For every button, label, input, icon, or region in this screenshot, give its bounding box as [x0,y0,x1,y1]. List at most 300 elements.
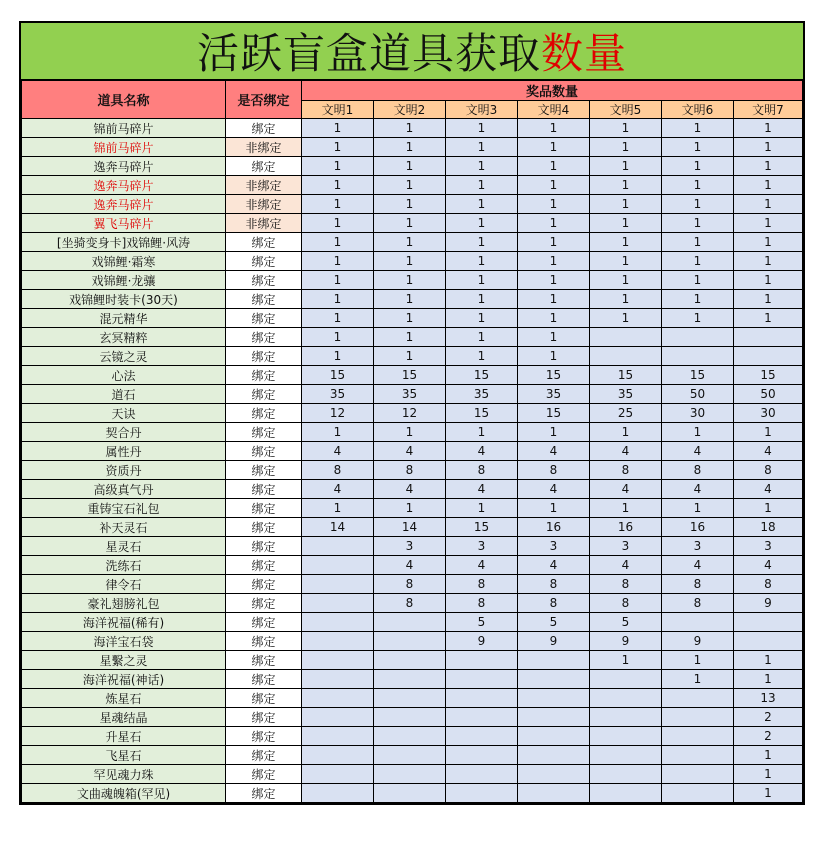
cell-quantity[interactable]: 1 [662,651,734,670]
cell-quantity[interactable]: 15 [446,518,518,537]
cell-quantity[interactable]: 1 [734,138,803,157]
cell-quantity[interactable]: 8 [734,461,803,480]
cell-quantity[interactable]: 4 [374,556,446,575]
cell-quantity[interactable]: 8 [374,575,446,594]
cell-quantity[interactable]: 5 [446,613,518,632]
cell-bind-status[interactable]: 绑定 [226,499,302,518]
cell-item-name[interactable]: 海洋祝福(神话) [22,670,226,689]
cell-item-name[interactable]: 云镜之灵 [22,347,226,366]
cell-quantity[interactable]: 8 [518,461,590,480]
cell-quantity[interactable]: 1 [374,499,446,518]
cell-quantity[interactable]: 1 [518,347,590,366]
cell-quantity[interactable]: 1 [518,157,590,176]
cell-item-name[interactable]: 戏锦鲤·龙骧 [22,271,226,290]
cell-quantity[interactable]: 1 [302,233,374,252]
cell-quantity[interactable]: 1 [590,309,662,328]
cell-quantity[interactable]: 13 [734,689,803,708]
cell-quantity[interactable]: 1 [302,157,374,176]
cell-quantity[interactable]: 4 [302,480,374,499]
cell-quantity[interactable] [446,746,518,765]
cell-quantity[interactable]: 1 [734,784,803,803]
cell-quantity[interactable]: 1 [374,252,446,271]
cell-quantity[interactable]: 4 [374,480,446,499]
cell-quantity[interactable]: 1 [518,195,590,214]
cell-quantity[interactable]: 1 [734,157,803,176]
cell-quantity[interactable]: 12 [302,404,374,423]
cell-quantity[interactable] [518,670,590,689]
cell-item-name[interactable]: 星繫之灵 [22,651,226,670]
cell-quantity[interactable]: 1 [734,765,803,784]
cell-quantity[interactable] [590,670,662,689]
cell-quantity[interactable]: 1 [590,499,662,518]
cell-bind-status[interactable]: 绑定 [226,613,302,632]
cell-quantity[interactable]: 1 [446,271,518,290]
cell-quantity[interactable]: 15 [302,366,374,385]
cell-item-name[interactable]: 玄冥精粹 [22,328,226,347]
cell-quantity[interactable]: 1 [446,290,518,309]
cell-quantity[interactable]: 15 [662,366,734,385]
cell-quantity[interactable] [662,784,734,803]
cell-quantity[interactable]: 1 [662,233,734,252]
cell-quantity[interactable]: 15 [446,404,518,423]
cell-item-name[interactable]: 律令石 [22,575,226,594]
header-bind-status[interactable]: 是否绑定 [226,81,302,119]
cell-item-name[interactable]: 天诀 [22,404,226,423]
header-col-5[interactable]: 文明5 [590,101,662,119]
cell-quantity[interactable]: 1 [518,271,590,290]
cell-quantity[interactable]: 1 [374,138,446,157]
cell-quantity[interactable]: 18 [734,518,803,537]
cell-quantity[interactable]: 35 [518,385,590,404]
cell-item-name[interactable]: 戏锦鲤·霜寒 [22,252,226,271]
cell-bind-status[interactable]: 绑定 [226,708,302,727]
cell-quantity[interactable] [590,708,662,727]
cell-quantity[interactable]: 25 [590,404,662,423]
cell-quantity[interactable] [662,689,734,708]
cell-quantity[interactable]: 9 [446,632,518,651]
cell-bind-status[interactable]: 绑定 [226,480,302,499]
cell-quantity[interactable]: 14 [302,518,374,537]
cell-quantity[interactable]: 1 [446,499,518,518]
cell-quantity[interactable]: 1 [662,214,734,233]
cell-quantity[interactable]: 8 [446,461,518,480]
cell-bind-status[interactable]: 绑定 [226,632,302,651]
cell-quantity[interactable] [662,727,734,746]
header-col-3[interactable]: 文明3 [446,101,518,119]
cell-quantity[interactable]: 1 [590,157,662,176]
cell-quantity[interactable]: 4 [590,480,662,499]
cell-quantity[interactable]: 8 [374,594,446,613]
cell-quantity[interactable]: 1 [518,328,590,347]
cell-quantity[interactable]: 1 [302,119,374,138]
cell-quantity[interactable]: 1 [302,214,374,233]
cell-quantity[interactable]: 1 [590,651,662,670]
cell-quantity[interactable]: 1 [662,499,734,518]
cell-quantity[interactable]: 1 [590,119,662,138]
cell-bind-status[interactable]: 绑定 [226,594,302,613]
cell-quantity[interactable] [302,746,374,765]
cell-item-name[interactable]: 炼星石 [22,689,226,708]
cell-quantity[interactable]: 35 [302,385,374,404]
cell-quantity[interactable]: 1 [734,195,803,214]
cell-quantity[interactable]: 1 [518,252,590,271]
cell-quantity[interactable]: 1 [734,746,803,765]
cell-quantity[interactable]: 4 [446,442,518,461]
cell-quantity[interactable]: 1 [518,309,590,328]
cell-quantity[interactable]: 1 [590,233,662,252]
cell-quantity[interactable]: 35 [590,385,662,404]
cell-quantity[interactable]: 1 [374,233,446,252]
cell-bind-status[interactable]: 绑定 [226,385,302,404]
cell-quantity[interactable]: 1 [374,309,446,328]
cell-item-name[interactable]: 重铸宝石礼包 [22,499,226,518]
cell-quantity[interactable]: 1 [374,119,446,138]
cell-quantity[interactable]: 1 [446,138,518,157]
cell-bind-status[interactable]: 绑定 [226,727,302,746]
cell-quantity[interactable] [302,784,374,803]
cell-quantity[interactable]: 1 [518,138,590,157]
cell-quantity[interactable] [518,746,590,765]
cell-quantity[interactable]: 1 [734,271,803,290]
cell-quantity[interactable]: 15 [374,366,446,385]
cell-quantity[interactable]: 15 [734,366,803,385]
cell-quantity[interactable] [302,537,374,556]
cell-quantity[interactable] [734,328,803,347]
cell-quantity[interactable]: 1 [374,423,446,442]
cell-quantity[interactable]: 8 [590,461,662,480]
cell-quantity[interactable] [446,689,518,708]
cell-quantity[interactable]: 1 [302,252,374,271]
cell-quantity[interactable]: 15 [518,404,590,423]
cell-quantity[interactable] [374,746,446,765]
cell-item-name[interactable]: 逸奔马碎片 [22,176,226,195]
cell-item-name[interactable]: 星灵石 [22,537,226,556]
cell-quantity[interactable]: 8 [662,594,734,613]
header-reward-quantity[interactable]: 奖品数量 [302,81,803,101]
cell-quantity[interactable] [734,613,803,632]
cell-quantity[interactable] [374,613,446,632]
cell-quantity[interactable] [302,651,374,670]
cell-quantity[interactable] [590,347,662,366]
cell-quantity[interactable]: 4 [662,442,734,461]
cell-quantity[interactable] [446,727,518,746]
cell-item-name[interactable]: 补天灵石 [22,518,226,537]
cell-bind-status[interactable]: 绑定 [226,537,302,556]
cell-quantity[interactable]: 8 [374,461,446,480]
cell-bind-status[interactable]: 绑定 [226,423,302,442]
cell-bind-status[interactable]: 绑定 [226,271,302,290]
cell-quantity[interactable] [518,689,590,708]
cell-quantity[interactable]: 9 [590,632,662,651]
cell-quantity[interactable]: 9 [518,632,590,651]
cell-quantity[interactable]: 9 [734,594,803,613]
cell-quantity[interactable]: 15 [590,366,662,385]
cell-quantity[interactable]: 1 [662,271,734,290]
cell-quantity[interactable]: 1 [662,157,734,176]
cell-quantity[interactable]: 3 [734,537,803,556]
cell-quantity[interactable]: 15 [446,366,518,385]
cell-quantity[interactable]: 1 [662,290,734,309]
cell-bind-status[interactable]: 绑定 [226,518,302,537]
cell-quantity[interactable] [518,651,590,670]
cell-quantity[interactable]: 35 [446,385,518,404]
cell-quantity[interactable]: 1 [446,347,518,366]
cell-quantity[interactable]: 50 [734,385,803,404]
cell-quantity[interactable] [302,727,374,746]
cell-quantity[interactable] [446,765,518,784]
header-col-7[interactable]: 文明7 [734,101,803,119]
cell-item-name[interactable]: 混元精华 [22,309,226,328]
cell-bind-status[interactable]: 绑定 [226,252,302,271]
cell-quantity[interactable]: 4 [518,556,590,575]
cell-quantity[interactable]: 1 [590,252,662,271]
header-col-1[interactable]: 文明1 [302,101,374,119]
cell-quantity[interactable]: 1 [662,195,734,214]
cell-bind-status[interactable]: 绑定 [226,651,302,670]
cell-bind-status[interactable]: 绑定 [226,746,302,765]
cell-quantity[interactable]: 1 [734,290,803,309]
cell-item-name[interactable]: 戏锦鲤时装卡(30天) [22,290,226,309]
cell-quantity[interactable]: 1 [518,119,590,138]
cell-quantity[interactable]: 1 [662,670,734,689]
cell-quantity[interactable]: 1 [446,176,518,195]
cell-quantity[interactable]: 1 [302,271,374,290]
cell-bind-status[interactable]: 绑定 [226,784,302,803]
cell-quantity[interactable]: 1 [302,423,374,442]
cell-bind-status[interactable]: 绑定 [226,556,302,575]
cell-quantity[interactable]: 5 [518,613,590,632]
cell-item-name[interactable]: 高级真气丹 [22,480,226,499]
cell-quantity[interactable] [374,689,446,708]
cell-quantity[interactable]: 4 [662,556,734,575]
cell-quantity[interactable] [518,708,590,727]
cell-quantity[interactable] [302,556,374,575]
cell-item-name[interactable]: 逸奔马碎片 [22,157,226,176]
cell-item-name[interactable]: 逸奔马碎片 [22,195,226,214]
cell-item-name[interactable]: 飞星石 [22,746,226,765]
cell-quantity[interactable]: 16 [662,518,734,537]
cell-quantity[interactable]: 1 [590,271,662,290]
cell-quantity[interactable]: 1 [302,195,374,214]
cell-bind-status[interactable]: 绑定 [226,575,302,594]
cell-quantity[interactable] [374,651,446,670]
cell-quantity[interactable]: 2 [734,708,803,727]
cell-bind-status[interactable]: 绑定 [226,157,302,176]
cell-quantity[interactable] [446,651,518,670]
cell-quantity[interactable]: 8 [590,575,662,594]
cell-quantity[interactable]: 8 [662,461,734,480]
cell-quantity[interactable]: 8 [446,575,518,594]
cell-quantity[interactable]: 4 [302,442,374,461]
cell-quantity[interactable]: 4 [446,556,518,575]
cell-bind-status[interactable]: 绑定 [226,670,302,689]
cell-bind-status[interactable]: 非绑定 [226,214,302,233]
cell-bind-status[interactable]: 非绑定 [226,176,302,195]
cell-quantity[interactable] [662,613,734,632]
cell-quantity[interactable]: 1 [446,157,518,176]
cell-item-name[interactable]: 洗练石 [22,556,226,575]
cell-quantity[interactable]: 1 [374,290,446,309]
cell-quantity[interactable] [662,708,734,727]
cell-quantity[interactable]: 1 [518,214,590,233]
cell-quantity[interactable]: 3 [662,537,734,556]
cell-quantity[interactable] [662,765,734,784]
cell-quantity[interactable] [518,784,590,803]
cell-quantity[interactable]: 1 [446,309,518,328]
cell-quantity[interactable]: 4 [518,480,590,499]
cell-quantity[interactable]: 1 [374,271,446,290]
cell-quantity[interactable] [302,689,374,708]
cell-quantity[interactable]: 1 [734,423,803,442]
cell-quantity[interactable]: 1 [734,252,803,271]
cell-quantity[interactable]: 1 [662,423,734,442]
cell-quantity[interactable]: 12 [374,404,446,423]
cell-quantity[interactable]: 30 [734,404,803,423]
cell-quantity[interactable]: 14 [374,518,446,537]
cell-quantity[interactable] [374,727,446,746]
cell-quantity[interactable]: 8 [518,594,590,613]
cell-bind-status[interactable]: 绑定 [226,404,302,423]
cell-quantity[interactable]: 1 [734,176,803,195]
cell-quantity[interactable]: 1 [662,138,734,157]
cell-bind-status[interactable]: 绑定 [226,461,302,480]
cell-quantity[interactable] [590,689,662,708]
cell-quantity[interactable]: 8 [446,594,518,613]
cell-quantity[interactable] [302,575,374,594]
cell-quantity[interactable]: 1 [590,423,662,442]
cell-quantity[interactable] [302,613,374,632]
cell-quantity[interactable]: 1 [590,290,662,309]
cell-quantity[interactable]: 1 [734,119,803,138]
cell-quantity[interactable]: 4 [518,442,590,461]
cell-bind-status[interactable]: 绑定 [226,347,302,366]
cell-quantity[interactable]: 1 [446,328,518,347]
cell-quantity[interactable] [302,632,374,651]
cell-item-name[interactable]: [坐骑变身卡]戏锦鲤·风涛 [22,233,226,252]
cell-quantity[interactable]: 1 [374,328,446,347]
cell-quantity[interactable]: 1 [518,176,590,195]
cell-bind-status[interactable]: 绑定 [226,689,302,708]
cell-item-name[interactable]: 锦前马碎片 [22,138,226,157]
cell-item-name[interactable]: 心法 [22,366,226,385]
cell-quantity[interactable] [374,670,446,689]
cell-quantity[interactable] [734,632,803,651]
cell-quantity[interactable]: 35 [374,385,446,404]
cell-quantity[interactable]: 1 [302,290,374,309]
cell-quantity[interactable] [374,765,446,784]
cell-quantity[interactable] [302,594,374,613]
cell-quantity[interactable]: 4 [590,556,662,575]
cell-quantity[interactable]: 1 [734,309,803,328]
cell-quantity[interactable] [446,670,518,689]
cell-quantity[interactable]: 1 [374,347,446,366]
cell-quantity[interactable]: 1 [446,423,518,442]
cell-item-name[interactable]: 海洋祝福(稀有) [22,613,226,632]
cell-quantity[interactable]: 1 [302,328,374,347]
cell-quantity[interactable] [590,328,662,347]
cell-bind-status[interactable]: 非绑定 [226,138,302,157]
cell-bind-status[interactable]: 绑定 [226,119,302,138]
cell-quantity[interactable]: 8 [518,575,590,594]
cell-quantity[interactable]: 3 [590,537,662,556]
cell-bind-status[interactable]: 绑定 [226,442,302,461]
cell-quantity[interactable]: 1 [590,195,662,214]
cell-quantity[interactable]: 1 [590,214,662,233]
cell-quantity[interactable] [302,765,374,784]
cell-quantity[interactable]: 1 [446,119,518,138]
cell-quantity[interactable]: 5 [590,613,662,632]
cell-quantity[interactable]: 50 [662,385,734,404]
cell-quantity[interactable] [374,632,446,651]
cell-quantity[interactable] [590,746,662,765]
header-item-name[interactable]: 道具名称 [22,81,226,119]
cell-quantity[interactable]: 1 [374,195,446,214]
cell-item-name[interactable]: 契合丹 [22,423,226,442]
cell-quantity[interactable] [446,784,518,803]
cell-quantity[interactable]: 8 [662,575,734,594]
cell-quantity[interactable]: 1 [662,309,734,328]
cell-quantity[interactable]: 8 [590,594,662,613]
cell-quantity[interactable]: 3 [446,537,518,556]
cell-quantity[interactable] [590,784,662,803]
cell-quantity[interactable]: 1 [518,499,590,518]
cell-bind-status[interactable]: 绑定 [226,233,302,252]
cell-quantity[interactable]: 1 [518,423,590,442]
cell-item-name[interactable]: 道石 [22,385,226,404]
cell-bind-status[interactable]: 非绑定 [226,195,302,214]
cell-quantity[interactable]: 16 [518,518,590,537]
cell-quantity[interactable]: 1 [734,214,803,233]
cell-quantity[interactable]: 30 [662,404,734,423]
cell-quantity[interactable]: 1 [662,252,734,271]
cell-quantity[interactable] [734,347,803,366]
cell-quantity[interactable] [518,765,590,784]
cell-quantity[interactable] [302,708,374,727]
cell-quantity[interactable] [590,727,662,746]
cell-quantity[interactable] [374,708,446,727]
cell-item-name[interactable]: 罕见魂力珠 [22,765,226,784]
cell-quantity[interactable]: 1 [302,176,374,195]
cell-quantity[interactable]: 4 [446,480,518,499]
cell-quantity[interactable]: 1 [374,176,446,195]
cell-quantity[interactable]: 1 [734,499,803,518]
cell-item-name[interactable]: 锦前马碎片 [22,119,226,138]
cell-quantity[interactable]: 1 [302,347,374,366]
cell-item-name[interactable]: 文曲魂魄箱(罕见) [22,784,226,803]
cell-bind-status[interactable]: 绑定 [226,309,302,328]
cell-quantity[interactable]: 1 [518,233,590,252]
cell-quantity[interactable]: 1 [590,176,662,195]
cell-quantity[interactable] [302,670,374,689]
cell-quantity[interactable]: 1 [518,290,590,309]
cell-quantity[interactable]: 1 [302,138,374,157]
cell-bind-status[interactable]: 绑定 [226,765,302,784]
cell-quantity[interactable]: 1 [662,176,734,195]
header-col-6[interactable]: 文明6 [662,101,734,119]
cell-quantity[interactable] [374,784,446,803]
cell-quantity[interactable]: 1 [302,499,374,518]
cell-quantity[interactable]: 1 [302,309,374,328]
cell-quantity[interactable]: 9 [662,632,734,651]
header-col-2[interactable]: 文明2 [374,101,446,119]
cell-quantity[interactable] [518,727,590,746]
cell-quantity[interactable]: 4 [734,442,803,461]
cell-bind-status[interactable]: 绑定 [226,366,302,385]
cell-quantity[interactable]: 1 [590,138,662,157]
cell-quantity[interactable]: 4 [374,442,446,461]
cell-quantity[interactable]: 2 [734,727,803,746]
cell-item-name[interactable]: 海洋宝石袋 [22,632,226,651]
